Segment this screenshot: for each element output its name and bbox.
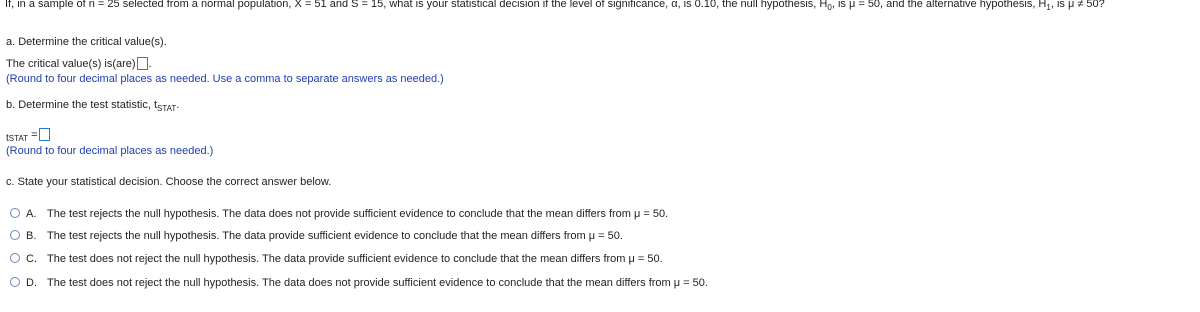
option-letter: C. xyxy=(26,253,37,265)
radio-icon[interactable] xyxy=(10,230,20,240)
question-text xyxy=(5,0,1105,10)
tstat-subscript: STAT xyxy=(8,134,29,143)
part-b-hint: (Round to four decimal places as needed.) xyxy=(6,145,214,157)
question-part-5: , is μ ≠ 50? xyxy=(1050,0,1105,10)
tstat-equals: = xyxy=(31,129,38,141)
radio-icon[interactable] xyxy=(10,277,20,287)
option-b[interactable] xyxy=(10,230,623,242)
question-part-4: , is μ = 50, and the alternative hypothesis, H xyxy=(831,0,1047,10)
h0-subscript: 0 xyxy=(827,3,832,12)
option-c[interactable] xyxy=(10,253,663,265)
tstat-answer-box[interactable] xyxy=(39,128,50,141)
tstat-t: t xyxy=(6,133,9,144)
critical-value-answer-box[interactable] xyxy=(137,57,148,70)
critical-value-period: . xyxy=(148,58,152,70)
option-letter: B. xyxy=(26,230,37,242)
radio-icon[interactable] xyxy=(10,208,20,218)
option-text: The test rejects the null hypothesis. The data provide sufficient evidence to conclude that the mean differs from μ = 50. xyxy=(47,230,623,242)
option-letter: A. xyxy=(26,208,37,220)
critical-value-prompt: The critical value(s) is(are) xyxy=(6,58,136,70)
part-b-heading-subscript: STAT xyxy=(157,104,177,113)
tstat-line xyxy=(6,128,51,144)
option-text: The test rejects the null hypothesis. The data does not provide sufficient evidence to conclude that the mean differs from μ = 50. xyxy=(47,208,669,220)
option-letter: D. xyxy=(26,277,37,289)
h1-subscript: 1 xyxy=(1046,3,1051,12)
critical-value-line xyxy=(6,57,152,70)
question-part-1: If, in a sample of n = 25 selected from a normal population, xyxy=(5,0,292,10)
option-text: The test does not reject the null hypothesis. The data does not provide sufficient evidence to conclude that the mean differs from μ = 50. xyxy=(47,277,708,289)
part-b-heading xyxy=(6,99,179,111)
part-c-heading: c. State your statistical decision. Choose the correct answer below. xyxy=(6,176,332,188)
radio-icon[interactable] xyxy=(10,253,20,263)
question-part-2: = 51 and S = 15, what is your statistical decision if the level of significance, xyxy=(304,0,669,10)
part-a-heading: a. Determine the critical value(s). xyxy=(6,36,167,48)
option-d[interactable] xyxy=(10,277,708,289)
option-text: The test does not reject the null hypothesis. The data provide sufficient evidence to conclude that the mean differs from μ = 50. xyxy=(47,253,663,265)
xbar-symbol: $\overline{X}$ xyxy=(294,0,302,10)
alpha-symbol: α xyxy=(671,0,678,10)
part-b-heading-end: . xyxy=(176,99,180,111)
part-a-hint: (Round to four decimal places as needed. Use a comma to separate answers as needed.) xyxy=(6,73,444,85)
part-b-heading-text: b. Determine the test statistic, t xyxy=(6,99,158,111)
option-a[interactable] xyxy=(10,208,668,220)
question-part-3: , is 0.10, the null hypothesis, H xyxy=(677,0,828,10)
